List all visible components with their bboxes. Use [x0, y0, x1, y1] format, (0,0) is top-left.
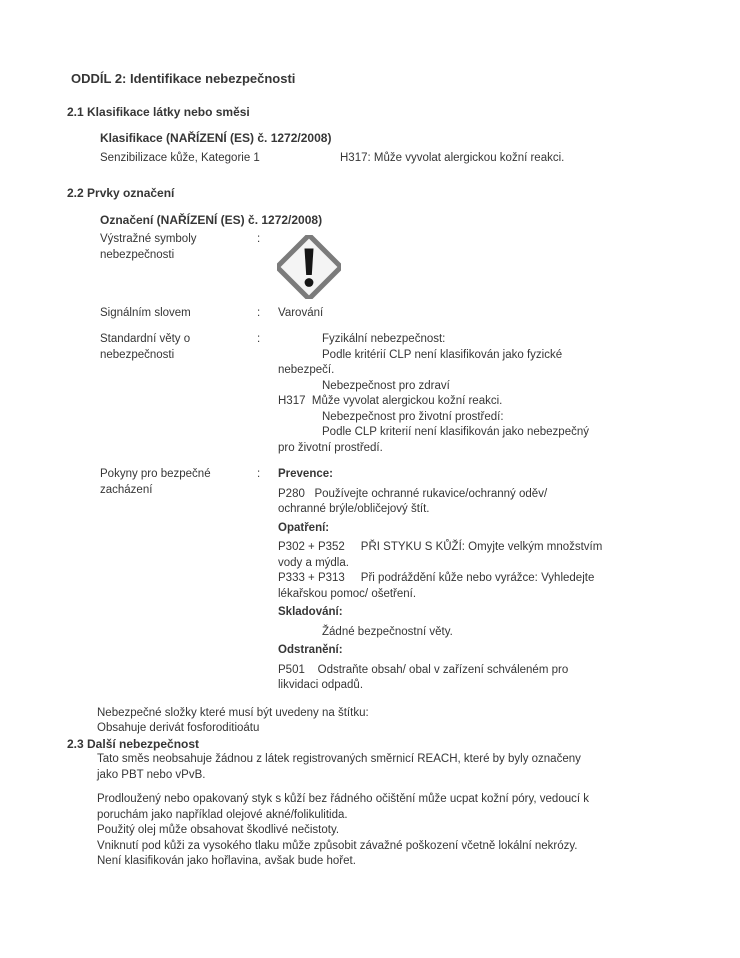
- hazard-pictogram-label-line1: Výstražné symboly: [100, 233, 197, 245]
- hazard-statement-line: Fyzikální nebezpečnost:: [322, 333, 446, 345]
- label-components-note-line1: Nebezpečné složky které musí být uvedeny na štítku:: [97, 707, 369, 719]
- precaution-line: P302 + P352 PŘI STYKU S KŮŽÍ: Omyjte velkým množstvím: [278, 541, 603, 553]
- other-hazards-paragraph-1: [97, 752, 581, 783]
- hazard-statements-colon: :: [257, 333, 261, 345]
- other-hazards-line: Použitý olej může obsahovat škodlivé nečistoty.: [97, 824, 340, 836]
- disposal-heading: Odstranění:: [278, 644, 343, 656]
- precautionary-colon: :: [257, 468, 261, 480]
- other-hazards-line: Není klasifikován jako hořlavina, avšak bude hořet.: [97, 855, 356, 867]
- section-2-title: ODDÍL 2: Identifikace nebezpečnosti: [71, 71, 296, 86]
- hazard-pictogram-label: [100, 232, 255, 263]
- hazard-statements-text: [278, 332, 688, 456]
- precaution-line: likvidaci odpadů.: [278, 679, 364, 691]
- ghs07-exclamation-icon: [277, 235, 341, 299]
- hazard-statement-line: pro životní prostředí.: [278, 441, 383, 454]
- classification-category: Senzibilizace kůže, Kategorie 1: [100, 152, 260, 164]
- precautionary-label-line2: zacházení: [100, 483, 153, 496]
- response-heading: Opatření:: [278, 521, 330, 534]
- hazard-statements-label-line2: nebezpečnosti: [100, 348, 175, 361]
- other-hazards-line: jako PBT nebo vPvB.: [97, 768, 206, 781]
- hazard-statement-line: Nebezpečnost pro životní prostředí:: [322, 410, 504, 423]
- precaution-line: Žádné bezpečnostní věty.: [322, 625, 453, 638]
- storage-heading: Skladování:: [278, 606, 343, 618]
- hazard-statement-line: Podle kritérií CLP není klasifikován jako fyzické: [322, 348, 563, 361]
- hazard-statements-label-line1: Standardní věty o: [100, 333, 191, 345]
- prevention-heading: Prevence:: [278, 468, 333, 480]
- precaution-line: P280 Používejte ochranné rukavice/ochranný oděv/: [278, 487, 548, 500]
- classification-h-statement: H317: Může vyvolat alergickou kožní reakci.: [340, 152, 565, 164]
- subsection-2-1-heading: 2.1 Klasifikace látky nebo směsi: [67, 105, 250, 119]
- other-hazards-paragraph-2: [97, 792, 589, 870]
- hazard-pictogram-label-line2: nebezpečnosti: [100, 248, 175, 261]
- other-hazards-line: Prodloužený nebo opakovaný styk s kůží bez řádného očištění může ucpat kožní póry, vedoucí k: [97, 793, 590, 805]
- precaution-line: vody a mýdla.: [278, 556, 349, 569]
- other-hazards-line: Tato směs neobsahuje žádnou z látek registrovaných směrnicí REACH, které by byly označeny: [97, 753, 581, 765]
- classification-regulation-heading: Klasifikace (NAŘÍZENÍ (ES) č. 1272/2008): [100, 131, 332, 145]
- hazard-pictogram-colon: :: [257, 233, 261, 245]
- signal-word-label: Signálním slovem: [100, 307, 191, 319]
- labelling-regulation-heading: Označení (NAŘÍZENÍ (ES) č. 1272/2008): [100, 213, 323, 227]
- precautionary-label: [100, 467, 255, 498]
- precautionary-label-line1: Pokyny pro bezpečné: [100, 468, 211, 480]
- other-hazards-line: Vniknutí pod kůži za vysokého tlaku může způsobit závažné poškození včetně lokální nekrózy.: [97, 839, 578, 852]
- precaution-line: lékařskou pomoc/ ošetření.: [278, 587, 417, 600]
- signal-word-colon: :: [257, 307, 261, 319]
- hazard-statement-line: Nebezpečnost pro zdraví: [322, 379, 450, 392]
- precaution-line: ochranné brýle/obličejový štít.: [278, 503, 430, 515]
- label-components-note-line2: Obsahuje derivát fosforoditioátu: [97, 722, 260, 734]
- label-components-note: [97, 706, 369, 736]
- subsection-2-3-heading: 2.3 Další nebezpečnost: [67, 737, 200, 751]
- subsection-2-2-heading: 2.2 Prvky označení: [67, 186, 175, 200]
- hazard-statement-line: nebezpečí.: [278, 364, 335, 376]
- other-hazards-line: poruchám jako například olejové akné/folikulitida.: [97, 808, 348, 821]
- classification-row: [100, 152, 564, 164]
- hazard-statement-line: H317 Může vyvolat alergickou kožní reakci.: [278, 395, 503, 407]
- hazard-statements-label: [100, 332, 255, 363]
- precaution-line: P333 + P313 Při podráždění kůže nebo vyrážce: Vyhledejte: [278, 572, 595, 584]
- hazard-statement-line: Podle CLP kriterií není klasifikován jako nebezpečný: [322, 426, 589, 438]
- precaution-line: P501 Odstraňte obsah/ obal v zařízení schváleném pro: [278, 663, 569, 676]
- signal-word-value: Varování: [278, 307, 324, 319]
- precautionary-text: [278, 467, 688, 694]
